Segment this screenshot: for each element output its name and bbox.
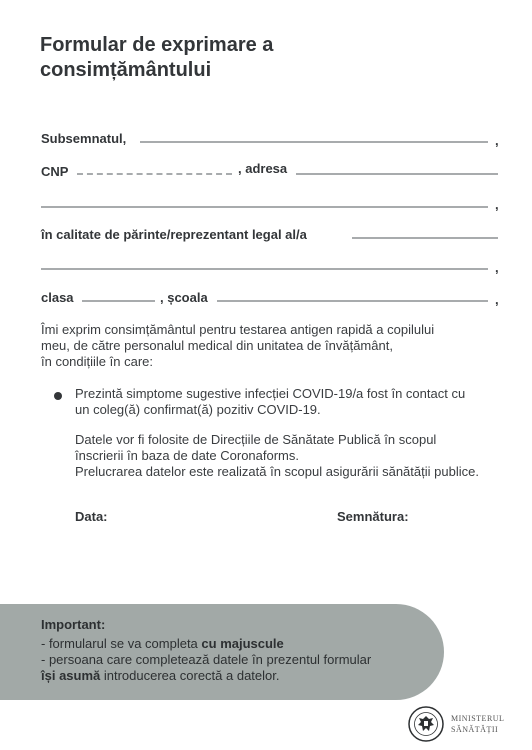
scoala-label: , școala (160, 290, 208, 305)
cnp-field[interactable] (77, 173, 232, 175)
comma: , (495, 260, 499, 275)
important-line-1 (41, 636, 284, 651)
important-line-2: - persoana care completează datele în prezentul formular (41, 652, 372, 667)
important-line-3 (41, 668, 280, 683)
name-field[interactable] (140, 141, 488, 143)
child-name-field-continued[interactable] (41, 268, 488, 270)
consent-line: meu, de către personalul medical din unitatea de învățământ, (41, 338, 393, 353)
condition-line: un coleg(ă) confirmat(ă) pozitiv COVID-19. (75, 402, 321, 417)
form-title (40, 33, 440, 83)
class-field[interactable] (82, 300, 155, 302)
bullet-icon (54, 392, 62, 400)
important-assume-emphasis: își asumă (41, 668, 101, 683)
condition-line: Prezintă simptome sugestive infecției COVID-19/a fost în contact cu (75, 386, 466, 401)
form-title-line-1: Formular de exprimare a (40, 34, 274, 56)
important-uppercase-emphasis: cu majuscule (201, 636, 284, 651)
signature-label: Semnătura: (337, 509, 409, 524)
subsemnatul-label: Subsemnatul, (41, 131, 127, 146)
ministry-name (451, 713, 504, 735)
important-line-3-text: introducerea corectă a datelor. (100, 668, 280, 683)
school-field[interactable] (217, 300, 488, 302)
data-usage-paragraph (75, 432, 525, 480)
consent-line: în condițiile în care: (41, 354, 154, 369)
consent-line: Îmi exprim consimțământul pentru testarea antigen rapidă a copilului (41, 322, 435, 337)
important-title: Important: (41, 617, 106, 632)
child-name-field[interactable] (352, 237, 498, 239)
form-title-line-2: consimțământului (40, 59, 212, 81)
comma: , (495, 292, 499, 307)
address-field[interactable] (296, 173, 498, 175)
important-line-1-text: - formularul se va completa (41, 636, 202, 651)
condition-item (75, 386, 515, 418)
comma: , (495, 133, 499, 148)
ministry-line-1: MINISTERUL (451, 714, 505, 723)
comma: , (495, 197, 499, 212)
government-crest-icon (408, 706, 444, 742)
data-usage-line: Prelucrarea datelor este realizată în scopul asigurării sănătății publice. (75, 464, 479, 479)
date-label: Data: (75, 509, 108, 524)
cnp-label: CNP (41, 164, 69, 179)
data-usage-line: înscrierii în baza de date Coronaforms. (75, 448, 299, 463)
clasa-label: clasa (41, 290, 74, 305)
address-field-continued[interactable] (41, 206, 488, 208)
adresa-label: , adresa (238, 161, 288, 176)
data-usage-line: Datele vor fi folosite de Direcțiile de Sănătate Publică în scopul (75, 432, 437, 447)
ministry-line-2: SĂNĂTĂȚII (451, 725, 499, 734)
calitate-label: în calitate de părinte/reprezentant legal al/a (41, 227, 307, 242)
consent-paragraph (41, 322, 521, 370)
